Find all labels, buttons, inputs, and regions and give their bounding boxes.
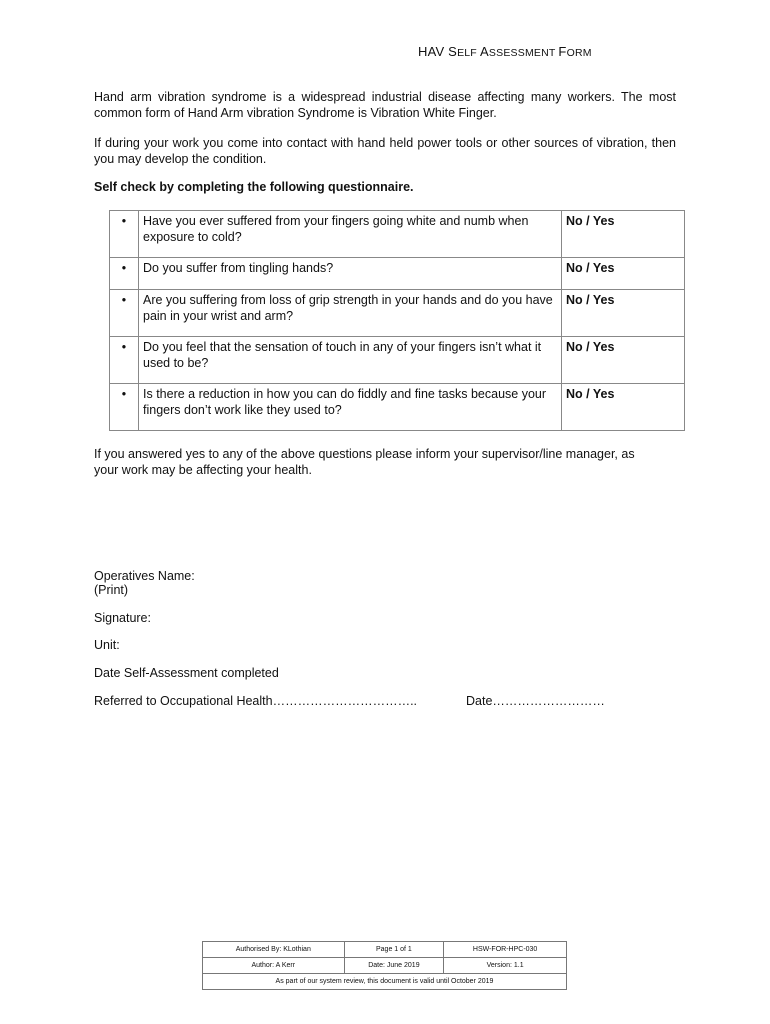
unit-field[interactable]: Unit: bbox=[94, 638, 120, 652]
answer-option[interactable]: No / Yes bbox=[562, 258, 685, 290]
author: Author: A Kerr bbox=[203, 958, 345, 974]
intro-paragraph-2: If during your work you come into contact with hand held power tools or other sources of vibration, then you may develop the condition. bbox=[94, 136, 676, 166]
referred-date-field[interactable]: Date……………………… bbox=[466, 694, 605, 708]
operative-name-field[interactable] bbox=[94, 569, 195, 597]
questionnaire-table bbox=[109, 210, 685, 431]
bullet: • bbox=[110, 290, 139, 337]
intro-paragraph-1: Hand arm vibration syndrome is a widespread industrial disease affecting many workers. The most common form of Hand Arm vibration Syndrome is Vibration White Finger. bbox=[94, 90, 676, 120]
question-text: Are you suffering from loss of grip strength in your hands and do you have pain in your wrist and arm? bbox=[139, 290, 562, 337]
document-control-table bbox=[202, 941, 567, 990]
bullet: • bbox=[110, 337, 139, 384]
page-number: Page 1 of 1 bbox=[344, 942, 444, 958]
answer-option[interactable]: No / Yes bbox=[562, 290, 685, 337]
question-text: Have you ever suffered from your fingers going white and numb when exposure to cold? bbox=[139, 211, 562, 258]
bullet: • bbox=[110, 211, 139, 258]
referred-field[interactable]: Referred to Occupational Health…………………………….. bbox=[94, 694, 418, 708]
answer-option[interactable]: No / Yes bbox=[562, 337, 685, 384]
form-title: HAV SELF ASSESSMENT FORM bbox=[418, 44, 592, 59]
assessment-date-field[interactable]: Date Self-Assessment completed bbox=[94, 666, 279, 680]
question-row bbox=[110, 258, 685, 290]
operative-name-sublabel: (Print) bbox=[94, 583, 129, 597]
advice-paragraph: If you answered yes to any of the above questions please inform your supervisor/line manager, as your work may be affecting your health. bbox=[94, 447, 635, 477]
document-code: HSW-FOR-HPC-030 bbox=[444, 942, 567, 958]
signature-field[interactable]: Signature: bbox=[94, 611, 151, 625]
issue-date: Date: June 2019 bbox=[344, 958, 444, 974]
answer-option[interactable]: No / Yes bbox=[562, 384, 685, 431]
operative-name-label: Operatives Name: bbox=[94, 569, 195, 583]
validity-note: As part of our system review, this document is valid until October 2019 bbox=[203, 974, 567, 990]
question-row bbox=[110, 211, 685, 258]
question-text: Do you suffer from tingling hands? bbox=[139, 258, 562, 290]
bullet: • bbox=[110, 258, 139, 290]
version: Version: 1.1 bbox=[444, 958, 567, 974]
questionnaire-heading: Self check by completing the following questionnaire. bbox=[94, 180, 414, 194]
question-row bbox=[110, 337, 685, 384]
authorised-by: Authorised By: KLothian bbox=[203, 942, 345, 958]
question-text: Do you feel that the sensation of touch in any of your fingers isn’t what it used to be? bbox=[139, 337, 562, 384]
answer-option[interactable]: No / Yes bbox=[562, 211, 685, 258]
question-row bbox=[110, 384, 685, 431]
bullet: • bbox=[110, 384, 139, 431]
question-row bbox=[110, 290, 685, 337]
question-text: Is there a reduction in how you can do fiddly and fine tasks because your fingers don’t work like they used to? bbox=[139, 384, 562, 431]
